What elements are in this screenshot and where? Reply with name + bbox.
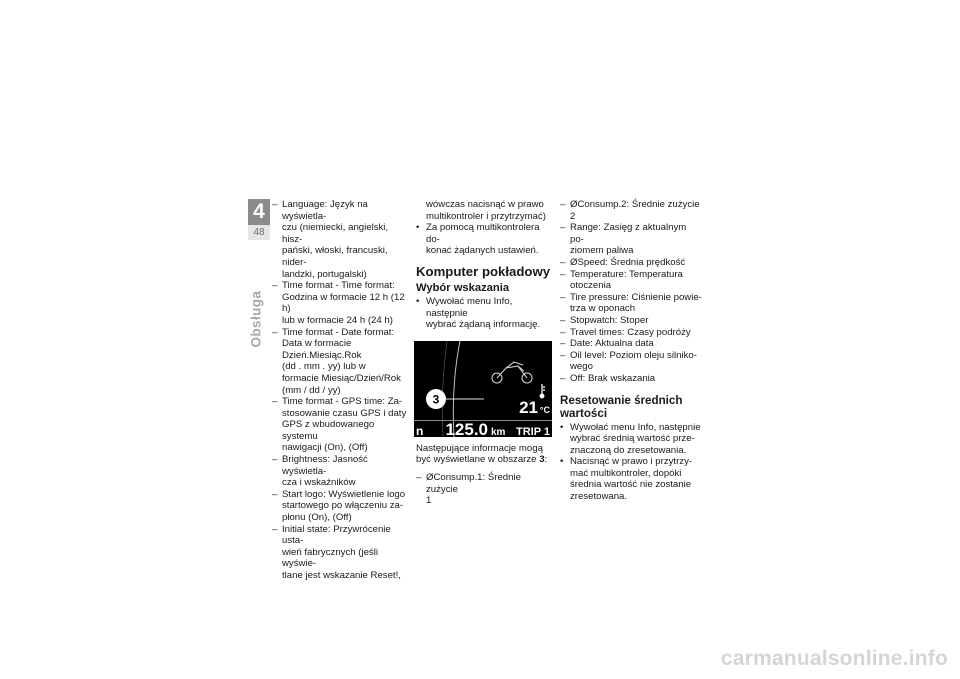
list-item: – Date: Aktualna data: [560, 338, 702, 350]
page-number: 48: [248, 225, 270, 240]
dashboard-display: [414, 341, 552, 437]
callout-number: 3: [432, 392, 440, 407]
list-item: • Za pomocą multikontrolera do- konać żądanych ustawień.: [416, 222, 552, 257]
info-intro-text: Następujące informacje mogą być wyświetlane w obszarze 3:: [416, 442, 548, 466]
watermark: carmanualsonline.info: [720, 647, 948, 670]
column-2: [416, 199, 552, 507]
section-heading: Komputer pokładowy: [416, 263, 551, 279]
list-item: – ØSpeed: Średnia prędkość: [560, 257, 702, 269]
list-item: – Brightness: Jasność wyświetla- cza i wskaźników: [272, 454, 408, 489]
trip-label: TRIP 1: [515, 425, 550, 437]
list-item: – Off: Brak wskazania: [560, 373, 702, 385]
settings-list: [272, 199, 408, 582]
trip-value: 125.0: [445, 419, 488, 437]
section-label: Obsługa: [248, 290, 264, 348]
list-item: • Nacisnąć w prawo i przytrzy- mać multikontroler, dopóki średnia wartość nie zostanie zresetowana.: [560, 456, 702, 502]
section-heading: Resetowanie średnich wartości: [560, 393, 683, 420]
list-item: – Travel times: Czasy podróży: [560, 327, 702, 339]
column-3: [560, 199, 702, 503]
list-item: – Time format - Date format: Data w formacie Dzień.Miesiąc.Rok (dd . mm . yy) lub w formacie Miesiąc/Dzień/Rok (mm / dd / yy): [272, 327, 408, 397]
list-item: – ØConsump.1: Średnie zużycie 1: [416, 472, 552, 507]
list-item: – Initial state: Przywrócenie usta- wień fabrycznych (jeśli wyświe- tlane jest wskazanie Reset!,: [272, 524, 408, 582]
area-reference: 3: [539, 454, 545, 466]
list-item: – Temperature: Temperatura otoczenia: [560, 269, 702, 292]
list-item: – Range: Zasięg z aktualnym po- ziomem paliwa: [560, 222, 702, 257]
chapter-number: 4: [248, 199, 270, 225]
list-item: • Wywołać menu Info, następnie wybrać żądaną informację.: [416, 296, 552, 331]
list-item: – ØConsump.2: Średnie zużycie 2: [560, 199, 702, 222]
gear-indicator-fragment: n: [416, 423, 424, 437]
continuation-text: wówczas nacisnąć w prawo multikontroler i przytrzymać): [426, 199, 546, 222]
list-item: – Time format - Time format: Godzina w formacie 12 h (12 h) lub w formacie 24 h (24 h): [272, 280, 408, 326]
chapter-tab: [248, 199, 270, 240]
list-item: – Language: Język na wyświetla- czu (niemiecki, angielski, hisz- pański, włoski, francuski, nider- landzki, portugalski): [272, 199, 408, 280]
list-item: – Time format - GPS time: Za- stosowanie czasu GPS i daty GPS z wbudowanego systemu nawigacji (On), (Off): [272, 396, 408, 454]
list-item: – Stopwatch: Stoper: [560, 315, 702, 327]
temperature-unit: °C: [539, 404, 550, 415]
list-item: – Tire pressure: Ciśnienie powie- trza w oponach: [560, 292, 702, 315]
column-1: [272, 199, 408, 582]
reset-steps: [560, 422, 702, 503]
trip-unit: km: [491, 426, 506, 437]
dashboard-display-graphic: [414, 341, 552, 437]
subsection-heading: Wybór wskazania: [416, 281, 510, 294]
list-item: – Oil level: Poziom oleju silniko- wego: [560, 350, 702, 373]
list-item: • Wywołać menu Info, następnie wybrać średnią wartość prze- znaczoną do zresetowania.: [560, 422, 702, 457]
list-item: – Start logo: Wyświetlenie logo startowego po włączeniu za- płonu (On), (Off): [272, 489, 408, 524]
info-list: [560, 199, 702, 385]
temperature-value: 21: [519, 397, 538, 417]
